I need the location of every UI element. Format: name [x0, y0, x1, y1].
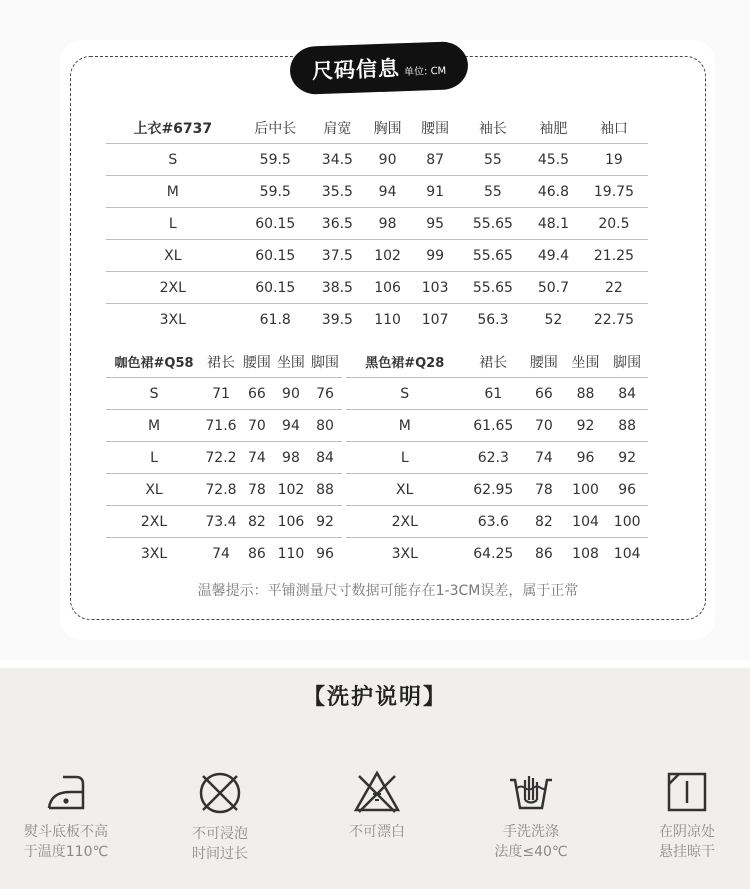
table-cell: 59.5 [240, 176, 311, 208]
table-cell: 92 [606, 442, 648, 474]
table-model-label: 咖色裙#Q58 [114, 356, 194, 371]
care-item-hand-wash [466, 770, 596, 862]
table-size-cell: 3XL [106, 538, 202, 570]
table-column-header: 坐围 [276, 354, 305, 371]
table-cell: 110 [274, 538, 308, 570]
table-cell: 95 [411, 208, 459, 240]
table-cell: 71.6 [202, 410, 240, 442]
table-cell: 55.65 [459, 272, 527, 304]
table-column-header: 裙长 [479, 354, 508, 371]
table-cell: 96 [606, 474, 648, 506]
table-cell: 19 [580, 144, 648, 176]
care-title: 【洗护说明】 [302, 685, 447, 710]
table-cell: 82 [523, 506, 565, 538]
care-label-line2: 悬挂晾干 [659, 844, 715, 860]
table-cell: 80 [308, 410, 342, 442]
table-column-header: 袖肥 [539, 120, 568, 137]
table-cell: 107 [411, 304, 459, 336]
table-cell: 104 [565, 506, 607, 538]
table-column-header: 袖口 [599, 120, 628, 137]
care-label-line1: 在阴凉处 [659, 824, 715, 840]
table-cell: 49.4 [527, 240, 580, 272]
table-row [106, 506, 342, 538]
do-not-soak-icon [197, 770, 243, 816]
table-size-cell: S [106, 144, 240, 176]
care-label-line1: 熨斗底板不高 [24, 824, 108, 840]
table-cell: 55.65 [459, 208, 527, 240]
table-cell: 92 [565, 410, 607, 442]
table-header-row [106, 112, 648, 144]
table-size-cell: M [106, 176, 240, 208]
table-cell: 62.3 [464, 442, 524, 474]
care-label-line2: 时间过长 [192, 846, 248, 862]
table-size-cell: 3XL [106, 304, 240, 336]
table-size-cell: L [346, 442, 464, 474]
measurement-note: 温馨提示：平铺测量尺寸数据可能存在1-3CM误差，属于正常 [197, 583, 579, 599]
line-dry-shade-icon [665, 770, 709, 814]
coffee-skirt-size-table [106, 346, 342, 569]
iron-low-heat-icon [44, 770, 88, 814]
care-item-no-bleach [312, 770, 442, 842]
table-cell: 78 [240, 474, 274, 506]
table-cell: 84 [606, 378, 648, 410]
table-row [106, 144, 648, 176]
table-cell: 88 [565, 378, 607, 410]
table-cell: 96 [565, 442, 607, 474]
table-cell: 22 [580, 272, 648, 304]
table-cell: 22.75 [580, 304, 648, 336]
table-cell: 61.8 [240, 304, 311, 336]
table-cell: 60.15 [240, 240, 311, 272]
table-cell: 100 [606, 506, 648, 538]
table-cell: 94 [274, 410, 308, 442]
table-cell: 21.25 [580, 240, 648, 272]
table-cell: 92 [308, 506, 342, 538]
table-cell: 108 [565, 538, 607, 570]
table-cell: 102 [274, 474, 308, 506]
table-cell: 86 [240, 538, 274, 570]
table-header-row [346, 346, 648, 378]
care-item-no-soak [155, 770, 285, 864]
table-cell: 90 [274, 378, 308, 410]
table-cell: 55 [459, 176, 527, 208]
table-size-cell: XL [346, 474, 464, 506]
do-not-bleach-icon [353, 770, 401, 814]
table-column-header: 肩宽 [323, 120, 352, 137]
table-cell: 36.5 [311, 208, 364, 240]
table-cell: 34.5 [311, 144, 364, 176]
table-cell: 46.8 [527, 176, 580, 208]
table-cell: 86 [523, 538, 565, 570]
table-cell: 88 [606, 410, 648, 442]
table-row [106, 208, 648, 240]
table-size-cell: M [106, 410, 202, 442]
table-cell: 52 [527, 304, 580, 336]
table-row [346, 474, 648, 506]
table-column-header: 腰围 [242, 354, 271, 371]
table-cell: 104 [606, 538, 648, 570]
table-cell: 91 [411, 176, 459, 208]
table-cell: 74 [202, 538, 240, 570]
table-column-header: 裙长 [206, 354, 235, 371]
table-cell: 90 [364, 144, 412, 176]
table-cell: 99 [411, 240, 459, 272]
size-title-badge [289, 41, 469, 95]
table-cell: 87 [411, 144, 459, 176]
table-cell: 70 [523, 410, 565, 442]
table-cell: 76 [308, 378, 342, 410]
table-row [346, 506, 648, 538]
table-cell: 35.5 [311, 176, 364, 208]
table-cell: 60.15 [240, 208, 311, 240]
care-label-line2: 于温度110℃ [23, 844, 109, 860]
table-column-header: 坐围 [571, 354, 600, 371]
table-cell: 72.8 [202, 474, 240, 506]
table-size-cell: L [106, 442, 202, 474]
table-row [106, 538, 342, 570]
table-column-header: 腰围 [529, 354, 558, 371]
table-cell: 106 [364, 272, 412, 304]
table-cell: 63.6 [464, 506, 524, 538]
table-cell: 82 [240, 506, 274, 538]
table-cell: 73.4 [202, 506, 240, 538]
top-size-table [106, 112, 648, 335]
table-row [346, 442, 648, 474]
table-column-header: 胸围 [373, 120, 402, 137]
table-row [106, 442, 342, 474]
table-column-header: 脚围 [613, 354, 642, 371]
table-size-cell: L [106, 208, 240, 240]
table-cell: 39.5 [311, 304, 364, 336]
care-label-line1: 手洗洗涤 [503, 824, 559, 840]
table-size-cell: XL [106, 474, 202, 506]
table-cell: 37.5 [311, 240, 364, 272]
table-row [346, 378, 648, 410]
table-row [106, 378, 342, 410]
table-header-row [106, 346, 342, 378]
table-size-cell: S [106, 378, 202, 410]
table-cell: 19.75 [580, 176, 648, 208]
table-row [106, 474, 342, 506]
table-size-cell: XL [106, 240, 240, 272]
table-cell: 84 [308, 442, 342, 474]
table-row [106, 304, 648, 336]
table-cell: 88 [308, 474, 342, 506]
table-cell: 48.1 [527, 208, 580, 240]
table-cell: 38.5 [311, 272, 364, 304]
table-cell: 98 [364, 208, 412, 240]
table-cell: 56.3 [459, 304, 527, 336]
table-cell: 59.5 [240, 144, 311, 176]
table-column-header: 袖长 [478, 120, 507, 137]
table-cell: 100 [565, 474, 607, 506]
table-row [106, 240, 648, 272]
size-title: 尺码信息 [311, 56, 401, 84]
table-cell: 60.15 [240, 272, 311, 304]
table-size-cell: 2XL [106, 272, 240, 304]
table-cell: 62.95 [464, 474, 524, 506]
table-size-cell: S [346, 378, 464, 410]
table-row [106, 410, 342, 442]
care-label-line1: 不可浸泡 [192, 826, 248, 842]
table-row [106, 272, 648, 304]
care-item-iron [1, 770, 131, 862]
table-model-label: 上衣#6737 [133, 120, 213, 137]
table-cell: 50.7 [527, 272, 580, 304]
table-cell: 61 [464, 378, 524, 410]
table-column-header: 后中长 [254, 120, 297, 137]
table-cell: 55 [459, 144, 527, 176]
table-column-header: 脚围 [310, 354, 339, 371]
table-cell: 66 [240, 378, 274, 410]
table-cell: 106 [274, 506, 308, 538]
table-cell: 78 [523, 474, 565, 506]
hand-wash-icon [507, 770, 555, 814]
table-cell: 45.5 [527, 144, 580, 176]
table-row [106, 176, 648, 208]
table-model-label: 黑色裙#Q28 [365, 356, 445, 371]
table-cell: 96 [308, 538, 342, 570]
table-row [346, 538, 648, 570]
table-size-cell: 2XL [106, 506, 202, 538]
table-cell: 64.25 [464, 538, 524, 570]
table-cell: 103 [411, 272, 459, 304]
table-row [346, 410, 648, 442]
table-cell: 74 [240, 442, 274, 474]
table-cell: 66 [523, 378, 565, 410]
table-cell: 74 [523, 442, 565, 474]
table-cell: 20.5 [580, 208, 648, 240]
table-cell: 94 [364, 176, 412, 208]
table-cell: 71 [202, 378, 240, 410]
size-unit: 单位: CM [403, 65, 447, 78]
care-label-line1: 不可漂白 [349, 824, 405, 840]
black-skirt-size-table [346, 346, 648, 569]
table-cell: 61.65 [464, 410, 524, 442]
care-item-line-dry [622, 770, 750, 862]
table-cell: 102 [364, 240, 412, 272]
table-cell: 55.65 [459, 240, 527, 272]
table-cell: 98 [274, 442, 308, 474]
table-size-cell: M [346, 410, 464, 442]
table-size-cell: 2XL [346, 506, 464, 538]
care-label-line2: 法度≤40℃ [494, 844, 568, 860]
table-cell: 70 [240, 410, 274, 442]
table-cell: 72.2 [202, 442, 240, 474]
table-size-cell: 3XL [346, 538, 464, 570]
table-cell: 110 [364, 304, 412, 336]
table-column-header: 腰围 [421, 120, 450, 137]
